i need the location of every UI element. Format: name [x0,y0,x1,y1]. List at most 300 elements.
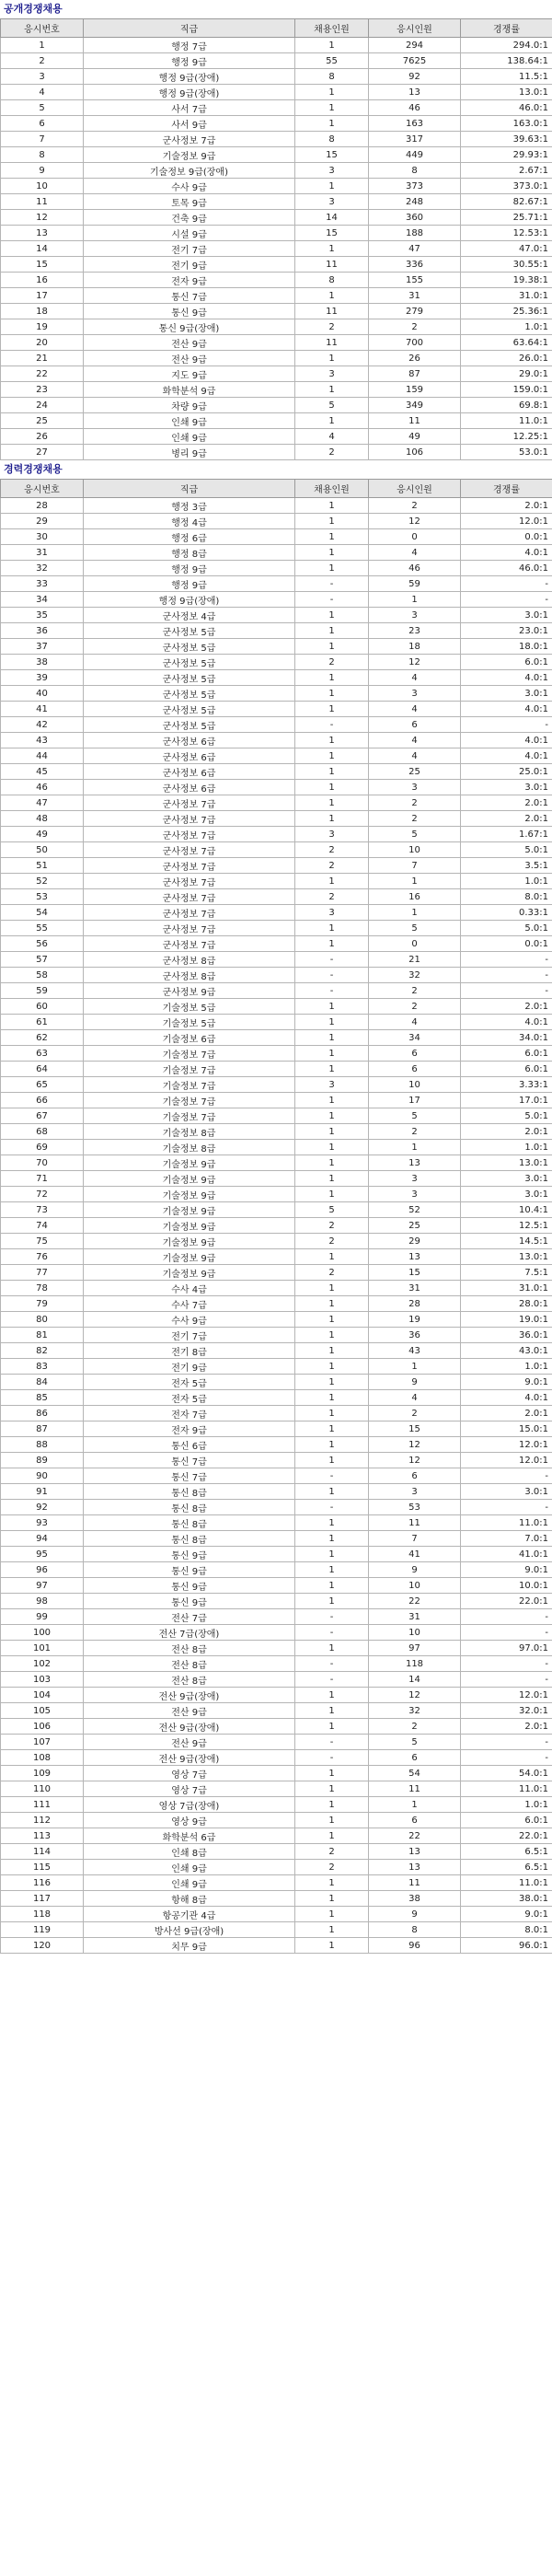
cell-applicant-count: 0 [369,936,461,952]
cell-exam-number: 88 [1,1437,84,1453]
cell-competition-rate: 25.36:1 [461,304,552,319]
table-row [1,1688,552,1703]
cell-competition-rate: 159.0:1 [461,382,552,398]
cell-hiring-count: 1 [295,1312,369,1328]
cell-exam-number: 116 [1,1875,84,1891]
table-row [1,1656,552,1672]
cell-competition-rate: 12.53:1 [461,226,552,241]
cell-hiring-count: 15 [295,147,369,163]
cell-grade: 전기 8급 [84,1343,295,1359]
table-row [1,1735,552,1750]
cell-hiring-count: 1 [295,1390,369,1406]
cell-applicant-count: 9 [369,1907,461,1922]
table-row [1,858,552,874]
header-hiring-count: 채용인원 [295,480,369,498]
cell-exam-number: 78 [1,1281,84,1296]
cell-applicant-count: 4 [369,1015,461,1030]
cell-exam-number: 72 [1,1187,84,1202]
cell-applicant-count: 25 [369,1218,461,1234]
cell-hiring-count: 1 [295,1187,369,1202]
table-row [1,1828,552,1844]
cell-hiring-count: 1 [295,116,369,132]
cell-competition-rate: 9.0:1 [461,1375,552,1390]
cell-hiring-count: 11 [295,257,369,273]
table-row [1,1719,552,1735]
cell-exam-number: 31 [1,545,84,561]
cell-exam-number: 56 [1,936,84,952]
cell-exam-number: 103 [1,1672,84,1688]
cell-competition-rate: 6.0:1 [461,1062,552,1077]
cell-applicant-count: 34 [369,1030,461,1046]
cell-applicant-count: 248 [369,194,461,210]
cell-hiring-count: 1 [295,811,369,827]
cell-hiring-count: 1 [295,1453,369,1468]
cell-hiring-count: 14 [295,210,369,226]
cell-exam-number: 120 [1,1938,84,1954]
cell-applicant-count: 96 [369,1938,461,1954]
table-row [1,1578,552,1594]
cell-competition-rate: 373.0:1 [461,179,552,194]
cell-grade: 전산 8급 [84,1672,295,1688]
cell-exam-number: 52 [1,874,84,889]
cell-exam-number: 107 [1,1735,84,1750]
cell-competition-rate: - [461,1735,552,1750]
cell-grade: 전산 7급 [84,1609,295,1625]
cell-grade: 기술정보 5급 [84,1015,295,1030]
cell-competition-rate: 2.0:1 [461,811,552,827]
cell-grade: 군사정보 7급 [84,889,295,905]
cell-hiring-count: 1 [295,1641,369,1656]
cell-grade: 통신 7급 [84,1468,295,1484]
cell-competition-rate: 2.0:1 [461,1124,552,1140]
cell-hiring-count: 1 [295,241,369,257]
cell-grade: 군사정보 5급 [84,655,295,670]
cell-exam-number: 53 [1,889,84,905]
cell-exam-number: 41 [1,702,84,717]
cell-exam-number: 14 [1,241,84,257]
table-row [1,1797,552,1813]
cell-exam-number: 55 [1,921,84,936]
cell-applicant-count: 4 [369,1390,461,1406]
cell-grade: 전자 9급 [84,1421,295,1437]
cell-applicant-count: 47 [369,241,461,257]
cell-hiring-count: 1 [295,288,369,304]
cell-competition-rate: 39.63:1 [461,132,552,147]
cell-competition-rate: 69.8:1 [461,398,552,413]
cell-grade: 군사정보 5급 [84,702,295,717]
cell-competition-rate: 1.0:1 [461,319,552,335]
cell-grade: 기술정보 9급 [84,1171,295,1187]
cell-grade: 군사정보 7급 [84,842,295,858]
cell-applicant-count: 10 [369,1625,461,1641]
cell-hiring-count: 5 [295,1202,369,1218]
table-row [1,1641,552,1656]
cell-applicant-count: 4 [369,670,461,686]
cell-hiring-count: 1 [295,1578,369,1594]
cell-competition-rate: 14.5:1 [461,1234,552,1249]
cell-applicant-count: 11 [369,1515,461,1531]
cell-grade: 사서 9급 [84,116,295,132]
cell-competition-rate: 4.0:1 [461,670,552,686]
table-row [1,1907,552,1922]
cell-grade: 전산 9급(장애) [84,1719,295,1735]
cell-applicant-count: 7625 [369,53,461,69]
cell-hiring-count: 1 [295,733,369,748]
cell-competition-rate: 4.0:1 [461,1015,552,1030]
cell-hiring-count: 1 [295,351,369,366]
cell-applicant-count: 8 [369,1922,461,1938]
cell-exam-number: 82 [1,1343,84,1359]
cell-competition-rate: 5.0:1 [461,1108,552,1124]
cell-competition-rate: 1.0:1 [461,1140,552,1155]
cell-grade: 기술정보 7급 [84,1046,295,1062]
cell-grade: 기술정보 9급 [84,147,295,163]
table-row [1,1531,552,1547]
cell-grade: 군사정보 8급 [84,968,295,983]
cell-applicant-count: 2 [369,1406,461,1421]
cell-grade: 군사정보 5급 [84,717,295,733]
cell-grade: 기술정보 7급 [84,1108,295,1124]
cell-competition-rate: 3.0:1 [461,1171,552,1187]
header-applicant-count: 응시인원 [369,480,461,498]
cell-hiring-count: 1 [295,1328,369,1343]
cell-grade: 지도 9급 [84,366,295,382]
cell-applicant-count: 13 [369,1155,461,1171]
cell-grade: 영상 9급 [84,1813,295,1828]
table-open-recruitment [0,18,552,460]
cell-applicant-count: 4 [369,545,461,561]
table-row [1,1030,552,1046]
cell-applicant-count: 38 [369,1891,461,1907]
cell-competition-rate: - [461,968,552,983]
cell-grade: 기술정보 5급 [84,999,295,1015]
cell-exam-number: 21 [1,351,84,366]
table-row [1,366,552,382]
cell-exam-number: 43 [1,733,84,748]
cell-competition-rate: 34.0:1 [461,1030,552,1046]
cell-applicant-count: 1 [369,874,461,889]
cell-applicant-count: 163 [369,116,461,132]
cell-applicant-count: 10 [369,842,461,858]
cell-hiring-count: 1 [295,1484,369,1500]
cell-grade: 군사정보 6급 [84,748,295,764]
cell-grade: 전산 9급 [84,1703,295,1719]
cell-exam-number: 37 [1,639,84,655]
header-exam-number: 응시번호 [1,480,84,498]
cell-applicant-count: 8 [369,163,461,179]
cell-exam-number: 20 [1,335,84,351]
cell-applicant-count: 5 [369,1108,461,1124]
cell-competition-rate: 5.0:1 [461,842,552,858]
cell-grade: 통신 8급 [84,1500,295,1515]
cell-grade: 기술정보 7급 [84,1077,295,1093]
cell-competition-rate: 2.0:1 [461,999,552,1015]
cell-competition-rate: 4.0:1 [461,545,552,561]
cell-exam-number: 106 [1,1719,84,1735]
cell-applicant-count: 10 [369,1077,461,1093]
cell-hiring-count: 1 [295,38,369,53]
cell-grade: 군사정보 7급 [84,874,295,889]
cell-hiring-count: 1 [295,1938,369,1954]
cell-exam-number: 32 [1,561,84,576]
table-row [1,686,552,702]
cell-exam-number: 119 [1,1922,84,1938]
cell-hiring-count: 1 [295,498,369,514]
cell-hiring-count: 55 [295,53,369,69]
cell-competition-rate: 11.0:1 [461,1515,552,1531]
table-row [1,1296,552,1312]
table-row [1,1015,552,1030]
table-row [1,179,552,194]
cell-hiring-count: 2 [295,319,369,335]
cell-grade: 군사정보 7급 [84,858,295,874]
cell-exam-number: 15 [1,257,84,273]
cell-hiring-count: - [295,1468,369,1484]
table-row [1,1406,552,1421]
cell-grade: 군사정보 7급 [84,827,295,842]
cell-competition-rate: 4.0:1 [461,733,552,748]
cell-exam-number: 65 [1,1077,84,1093]
table-row [1,748,552,764]
cell-applicant-count: 6 [369,1046,461,1062]
cell-competition-rate: 13.0:1 [461,1249,552,1265]
table-row [1,1750,552,1766]
cell-exam-number: 58 [1,968,84,983]
cell-hiring-count: 1 [295,936,369,952]
cell-grade: 전자 5급 [84,1375,295,1390]
cell-hiring-count: 1 [295,1594,369,1609]
table-row [1,655,552,670]
cell-exam-number: 113 [1,1828,84,1844]
table-row [1,702,552,717]
cell-grade: 행정 9급(장애) [84,592,295,608]
cell-grade: 전자 5급 [84,1390,295,1406]
cell-grade: 인쇄 9급 [84,429,295,445]
table-row [1,1108,552,1124]
cell-applicant-count: 12 [369,1453,461,1468]
table-row [1,382,552,398]
table-row [1,1500,552,1515]
cell-hiring-count: 1 [295,748,369,764]
cell-hiring-count: 1 [295,608,369,623]
cell-grade: 전기 7급 [84,241,295,257]
cell-competition-rate: 0.0:1 [461,529,552,545]
cell-exam-number: 69 [1,1140,84,1155]
cell-grade: 전산 9급 [84,1735,295,1750]
cell-exam-number: 111 [1,1797,84,1813]
cell-exam-number: 17 [1,288,84,304]
cell-exam-number: 8 [1,147,84,163]
cell-hiring-count: - [295,1609,369,1625]
cell-hiring-count: 11 [295,304,369,319]
cell-competition-rate: 41.0:1 [461,1547,552,1562]
cell-grade: 전기 9급 [84,257,295,273]
cell-applicant-count: 449 [369,147,461,163]
cell-hiring-count: - [295,1500,369,1515]
cell-applicant-count: 11 [369,413,461,429]
table-row [1,288,552,304]
cell-applicant-count: 49 [369,429,461,445]
cell-exam-number: 63 [1,1046,84,1062]
cell-hiring-count: 1 [295,561,369,576]
cell-exam-number: 73 [1,1202,84,1218]
cell-exam-number: 4 [1,85,84,100]
cell-applicant-count: 373 [369,179,461,194]
cell-grade: 수사 9급 [84,1312,295,1328]
cell-hiring-count: 2 [295,1860,369,1875]
table-row [1,999,552,1015]
cell-applicant-count: 6 [369,1750,461,1766]
table-row [1,273,552,288]
cell-applicant-count: 2 [369,795,461,811]
cell-hiring-count: 1 [295,1140,369,1155]
cell-applicant-count: 46 [369,561,461,576]
cell-exam-number: 38 [1,655,84,670]
cell-competition-rate: 18.0:1 [461,639,552,655]
cell-grade: 전자 7급 [84,1406,295,1421]
table-row [1,874,552,889]
cell-hiring-count: 1 [295,1015,369,1030]
cell-grade: 군사정보 5급 [84,623,295,639]
cell-applicant-count: 2 [369,811,461,827]
table-row [1,132,552,147]
cell-hiring-count: 3 [295,194,369,210]
cell-exam-number: 80 [1,1312,84,1328]
cell-exam-number: 102 [1,1656,84,1672]
cell-exam-number: 90 [1,1468,84,1484]
table-row [1,413,552,429]
table-row [1,842,552,858]
cell-grade: 통신 7급 [84,1453,295,1468]
table-row [1,351,552,366]
table-row [1,780,552,795]
cell-hiring-count: 1 [295,1406,369,1421]
cell-applicant-count: 31 [369,1281,461,1296]
table-row [1,241,552,257]
cell-applicant-count: 700 [369,335,461,351]
cell-exam-number: 26 [1,429,84,445]
cell-exam-number: 67 [1,1108,84,1124]
cell-exam-number: 64 [1,1062,84,1077]
cell-exam-number: 6 [1,116,84,132]
cell-exam-number: 47 [1,795,84,811]
cell-exam-number: 50 [1,842,84,858]
cell-competition-rate: 0.33:1 [461,905,552,921]
cell-exam-number: 87 [1,1421,84,1437]
cell-grade: 전기 9급 [84,1359,295,1375]
cell-competition-rate: 13.0:1 [461,1155,552,1171]
cell-grade: 통신 9급 [84,1547,295,1562]
cell-competition-rate: 2.67:1 [461,163,552,179]
cell-hiring-count: 1 [295,1781,369,1797]
table-row [1,1672,552,1688]
cell-competition-rate: 1.0:1 [461,1797,552,1813]
cell-applicant-count: 12 [369,1437,461,1453]
table-row [1,147,552,163]
cell-exam-number: 75 [1,1234,84,1249]
cell-competition-rate: 22.0:1 [461,1828,552,1844]
cell-applicant-count: 97 [369,1641,461,1656]
cell-applicant-count: 29 [369,1234,461,1249]
cell-hiring-count: 1 [295,1421,369,1437]
cell-hiring-count: 1 [295,1907,369,1922]
cell-competition-rate: 11.5:1 [461,69,552,85]
cell-hiring-count: - [295,1625,369,1641]
cell-applicant-count: 12 [369,1688,461,1703]
cell-exam-number: 33 [1,576,84,592]
cell-applicant-count: 13 [369,1860,461,1875]
cell-competition-rate: 12.0:1 [461,1453,552,1468]
cell-exam-number: 25 [1,413,84,429]
table-row [1,1077,552,1093]
cell-grade: 전산 9급(장애) [84,1750,295,1766]
cell-grade: 영상 7급(장애) [84,1797,295,1813]
table-row [1,163,552,179]
cell-grade: 통신 8급 [84,1531,295,1547]
cell-competition-rate: 25.71:1 [461,210,552,226]
cell-applicant-count: 11 [369,1875,461,1891]
cell-applicant-count: 3 [369,1187,461,1202]
cell-exam-number: 45 [1,764,84,780]
table-row [1,670,552,686]
cell-exam-number: 118 [1,1907,84,1922]
cell-competition-rate: 7.0:1 [461,1531,552,1547]
table-row [1,1437,552,1453]
cell-exam-number: 108 [1,1750,84,1766]
cell-grade: 기술정보 6급 [84,1030,295,1046]
cell-grade: 군사정보 7급 [84,936,295,952]
cell-exam-number: 12 [1,210,84,226]
cell-hiring-count: 3 [295,905,369,921]
cell-competition-rate: 3.0:1 [461,608,552,623]
cell-competition-rate: 11.0:1 [461,413,552,429]
cell-grade: 기술정보 7급 [84,1093,295,1108]
cell-hiring-count: 1 [295,1155,369,1171]
table-row [1,983,552,999]
cell-grade: 군사정보 6급 [84,780,295,795]
cell-exam-number: 83 [1,1359,84,1375]
cell-exam-number: 18 [1,304,84,319]
cell-hiring-count: 3 [295,827,369,842]
cell-competition-rate: 82.67:1 [461,194,552,210]
cell-grade: 전산 9급 [84,335,295,351]
cell-competition-rate: 6.0:1 [461,1046,552,1062]
cell-exam-number: 84 [1,1375,84,1390]
cell-competition-rate: - [461,576,552,592]
table-row [1,53,552,69]
cell-exam-number: 3 [1,69,84,85]
cell-applicant-count: 13 [369,85,461,100]
cell-exam-number: 79 [1,1296,84,1312]
cell-competition-rate: 294.0:1 [461,38,552,53]
cell-applicant-count: 16 [369,889,461,905]
cell-hiring-count: 1 [295,1875,369,1891]
cell-applicant-count: 155 [369,273,461,288]
cell-exam-number: 66 [1,1093,84,1108]
cell-hiring-count: 1 [295,670,369,686]
section-title-open: 공개경쟁채용 [4,3,63,15]
cell-competition-rate: - [461,1672,552,1688]
cell-exam-number: 104 [1,1688,84,1703]
cell-exam-number: 10 [1,179,84,194]
cell-hiring-count: - [295,1672,369,1688]
cell-competition-rate: - [461,1625,552,1641]
table-row [1,717,552,733]
cell-hiring-count: 2 [295,1234,369,1249]
cell-hiring-count: 2 [295,655,369,670]
cell-grade: 건축 9급 [84,210,295,226]
cell-grade: 화학분석 9급 [84,382,295,398]
